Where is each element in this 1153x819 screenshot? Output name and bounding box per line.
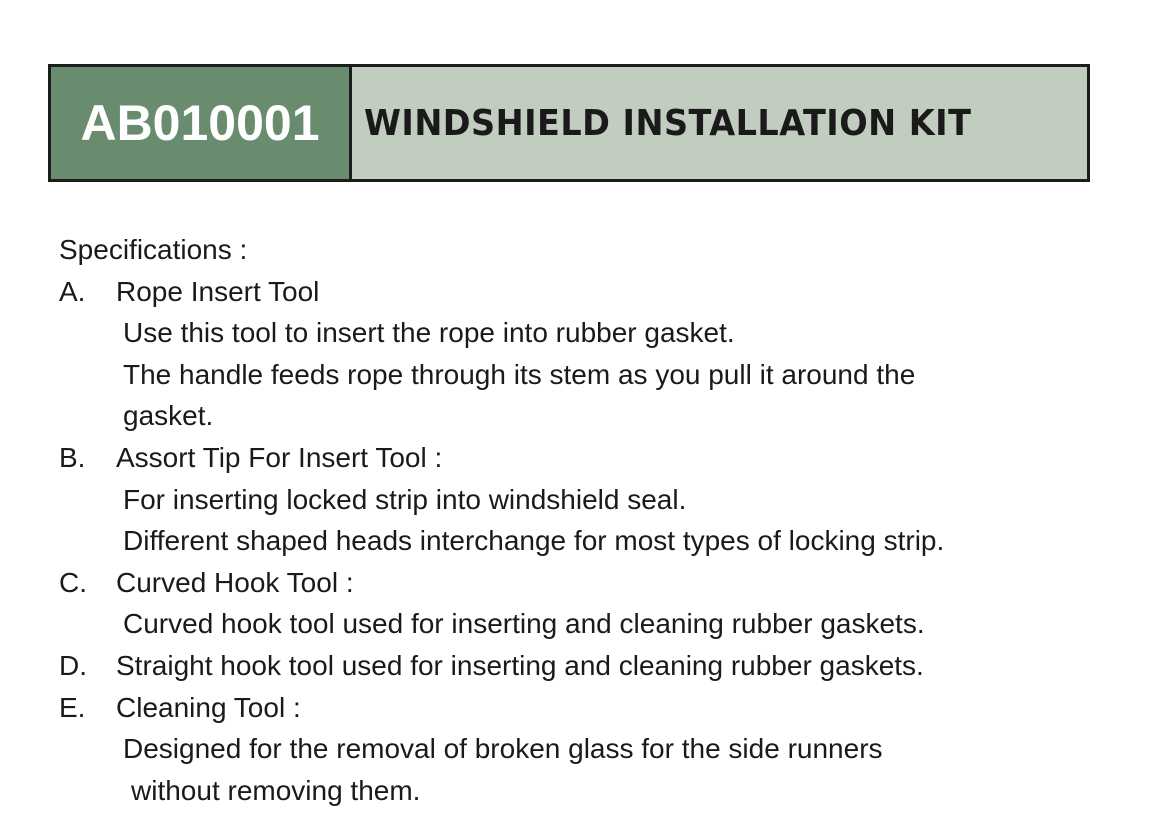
- spec-item-b: [59, 437, 1129, 479]
- product-header: [48, 64, 1090, 182]
- spec-item-title: Curved Hook Tool :: [116, 566, 354, 598]
- spec-item-description: Use this tool to insert the rope into rubber gasket.: [123, 317, 735, 349]
- spec-item-description: Curved hook tool used for inserting and cleaning rubber gaskets.: [123, 608, 925, 640]
- product-title: WINDSHIELD INSTALLATION KIT: [364, 102, 972, 144]
- specifications-section: [59, 229, 1129, 811]
- specifications-heading: Specifications :: [59, 234, 248, 265]
- spec-item-title: Rope Insert Tool: [116, 275, 320, 307]
- product-title-cell: [352, 67, 1087, 179]
- product-code-cell: [51, 67, 352, 179]
- spec-item-letter: C.: [59, 566, 87, 598]
- spec-item-description: The handle feeds rope through its stem as you pull it around the: [123, 358, 916, 390]
- spec-item-description: For inserting locked strip into windshield seal.: [123, 483, 687, 515]
- spec-item-title: Cleaning Tool :: [116, 691, 301, 723]
- spec-item-d: [59, 645, 1129, 687]
- spec-item-letter: A.: [59, 275, 86, 307]
- spec-item-a: [59, 271, 1129, 313]
- spec-item-title: Straight hook tool used for inserting and cleaning rubber gaskets.: [116, 649, 924, 681]
- spec-item-letter: E.: [59, 691, 86, 723]
- spec-item-title: Assort Tip For Insert Tool :: [116, 441, 443, 473]
- spec-item-description: Designed for the removal of broken glass for the side runners: [123, 733, 883, 765]
- spec-item-description: gasket.: [123, 400, 214, 432]
- spec-item-e: [59, 687, 1129, 729]
- spec-item-c: [59, 562, 1129, 604]
- spec-item-description: Different shaped heads interchange for most types of locking strip.: [123, 525, 945, 557]
- spec-item-letter: B.: [59, 441, 86, 473]
- spec-item-letter: D.: [59, 649, 87, 681]
- spec-item-description: without removing them.: [131, 774, 421, 806]
- product-code: AB010001: [80, 95, 320, 151]
